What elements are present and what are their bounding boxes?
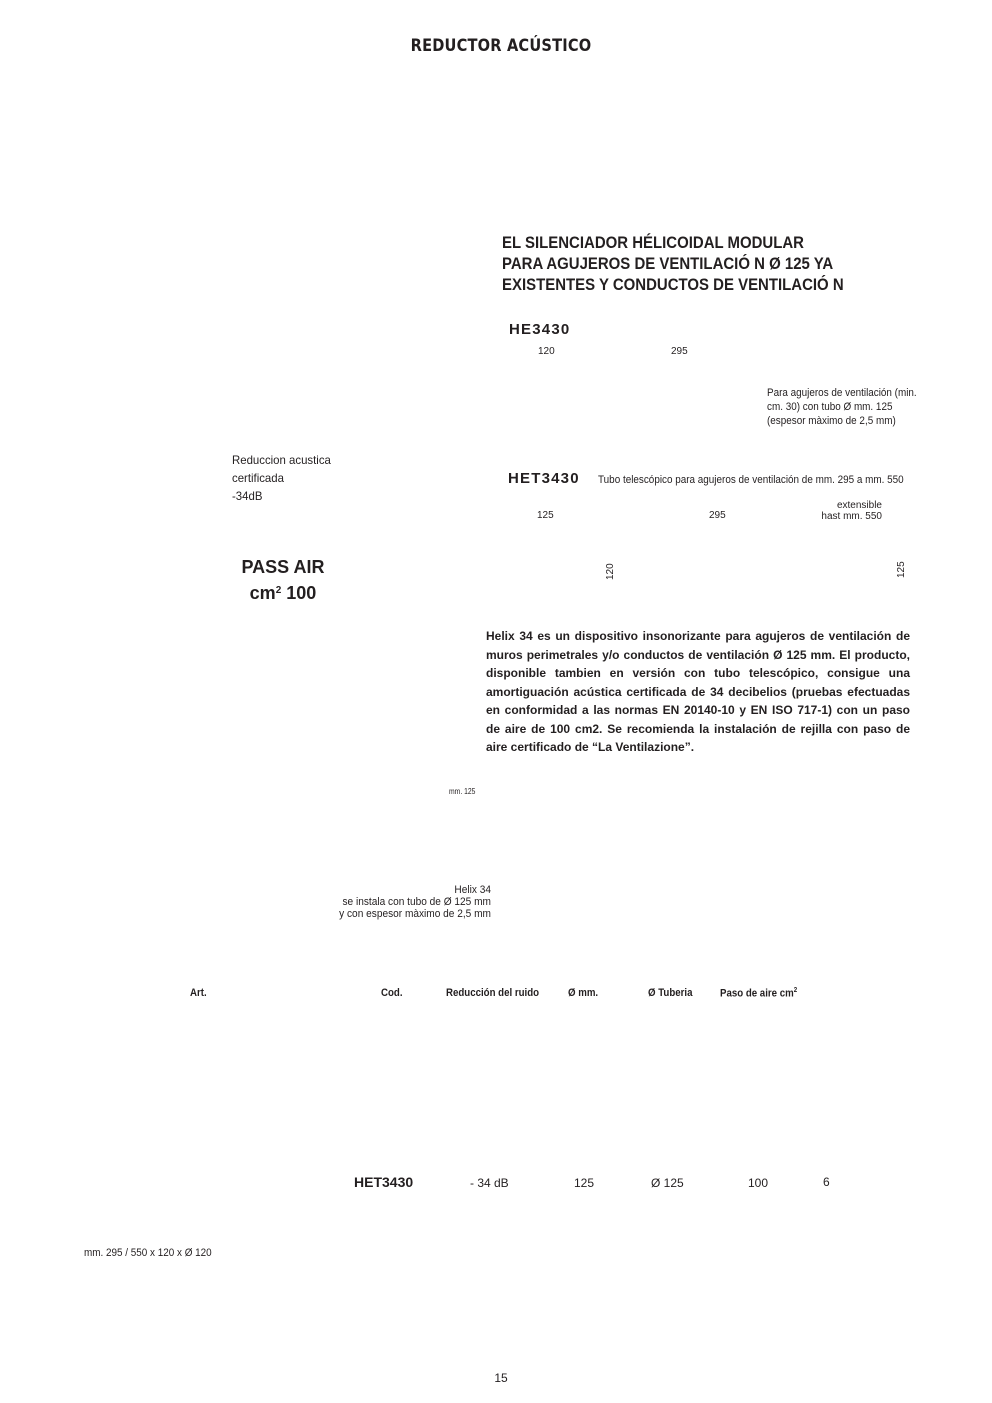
model-code-he3430: HE3430 bbox=[509, 321, 571, 338]
install-note-line: y con espesor màximo de 2,5 mm bbox=[339, 908, 491, 920]
note-line: cm. 30) con tubo Ø mm. 125 bbox=[767, 401, 893, 413]
table-cell-diameter: 125 bbox=[574, 1176, 595, 1190]
dimension-label: 120 bbox=[538, 346, 555, 357]
ext-line: hast mm. 550 bbox=[821, 511, 882, 522]
table-cell-code: HET3430 bbox=[354, 1174, 414, 1190]
table-cell-pipe: Ø 125 bbox=[651, 1176, 684, 1190]
extensible-note bbox=[812, 500, 882, 522]
dimension-label: 295 bbox=[709, 510, 726, 521]
pass-air-unit: cm bbox=[249, 583, 276, 603]
install-note bbox=[260, 884, 491, 920]
pass-air-title: PASS AIR bbox=[241, 557, 325, 577]
air-header-text: Paso de aire cm bbox=[720, 987, 794, 1000]
cert-line: certificada bbox=[232, 471, 284, 485]
air-header-exponent: 2 bbox=[793, 987, 798, 994]
note-line: Para agujeros de ventilación (min. bbox=[767, 387, 917, 399]
dimension-label: 295 bbox=[671, 346, 688, 357]
ext-line: extensible bbox=[836, 500, 882, 511]
product-headline bbox=[502, 232, 844, 295]
table-cell-air: 100 bbox=[748, 1176, 769, 1190]
cert-line: -34dB bbox=[232, 489, 263, 503]
he3430-note bbox=[767, 386, 917, 428]
cert-line: Reduccion acustica bbox=[232, 453, 331, 467]
install-note-line: Helix 34 bbox=[454, 884, 491, 896]
pass-air-label bbox=[218, 556, 348, 605]
headline-line: PARA AGUJEROS DE VENTILACIÓ N Ø 125 YA bbox=[502, 254, 834, 273]
side-dimension-label: 125 bbox=[896, 561, 907, 578]
install-note-line: se instala con tubo de Ø 125 mm bbox=[342, 896, 491, 908]
table-header-air bbox=[720, 987, 797, 1000]
pass-air-value bbox=[218, 579, 348, 605]
table-header-diameter: Ø mm. bbox=[568, 987, 599, 999]
page-number: 15 bbox=[494, 1371, 508, 1385]
table-cell-quantity: 6 bbox=[823, 1175, 830, 1189]
page-title: REDUCTOR ACÚSTICO bbox=[410, 36, 592, 56]
het3430-caption: Tubo telescópico para agujeros de ventilación de mm. 295 a mm. 550 bbox=[598, 474, 904, 486]
note-line: (espesor màximo de 2,5 mm) bbox=[767, 415, 896, 427]
product-description: Helix 34 es un dispositivo insonorizante para agujeros de ventilación de muros perimetrales y/o conductos de ventilación Ø 125 mm. El producto, disponible tambien en versión con tubo telescópico, consigue una amortiguación acústica certificada de 34 decibelios (pruebas efectuadas en conformidad a las normas EN 20140-10 y EN ISO 717-1) con un paso de aire de 100 cm2. Se recomienda la instalación de rejilla con paso de aire certificado de “La Ventilazione”. bbox=[486, 629, 910, 754]
footer-dimensions: mm. 295 / 550 x 120 x Ø 120 bbox=[84, 1247, 212, 1259]
headline-line: EL SILENCIADOR HÉLICOIDAL MODULAR bbox=[502, 233, 804, 252]
pass-air-number: 100 bbox=[286, 583, 317, 603]
pass-air-exponent: 2 bbox=[275, 585, 282, 596]
table-header-noise: Reducción del ruido bbox=[446, 987, 540, 999]
diagram-dimension-label: mm. 125 bbox=[449, 787, 476, 796]
certification-note bbox=[232, 451, 331, 505]
table-header-pipe: Ø Tuberia bbox=[648, 987, 693, 999]
model-code-het3430: HET3430 bbox=[508, 470, 580, 487]
table-header-cod: Cod. bbox=[381, 987, 403, 999]
headline-line: EXISTENTES Y CONDUCTOS DE VENTILACIÓ N bbox=[502, 275, 844, 294]
table-header-art: Art. bbox=[190, 987, 207, 999]
table-cell-noise: - 34 dB bbox=[470, 1176, 509, 1190]
side-dimension-label: 120 bbox=[605, 563, 616, 580]
dimension-label: 125 bbox=[537, 510, 554, 521]
